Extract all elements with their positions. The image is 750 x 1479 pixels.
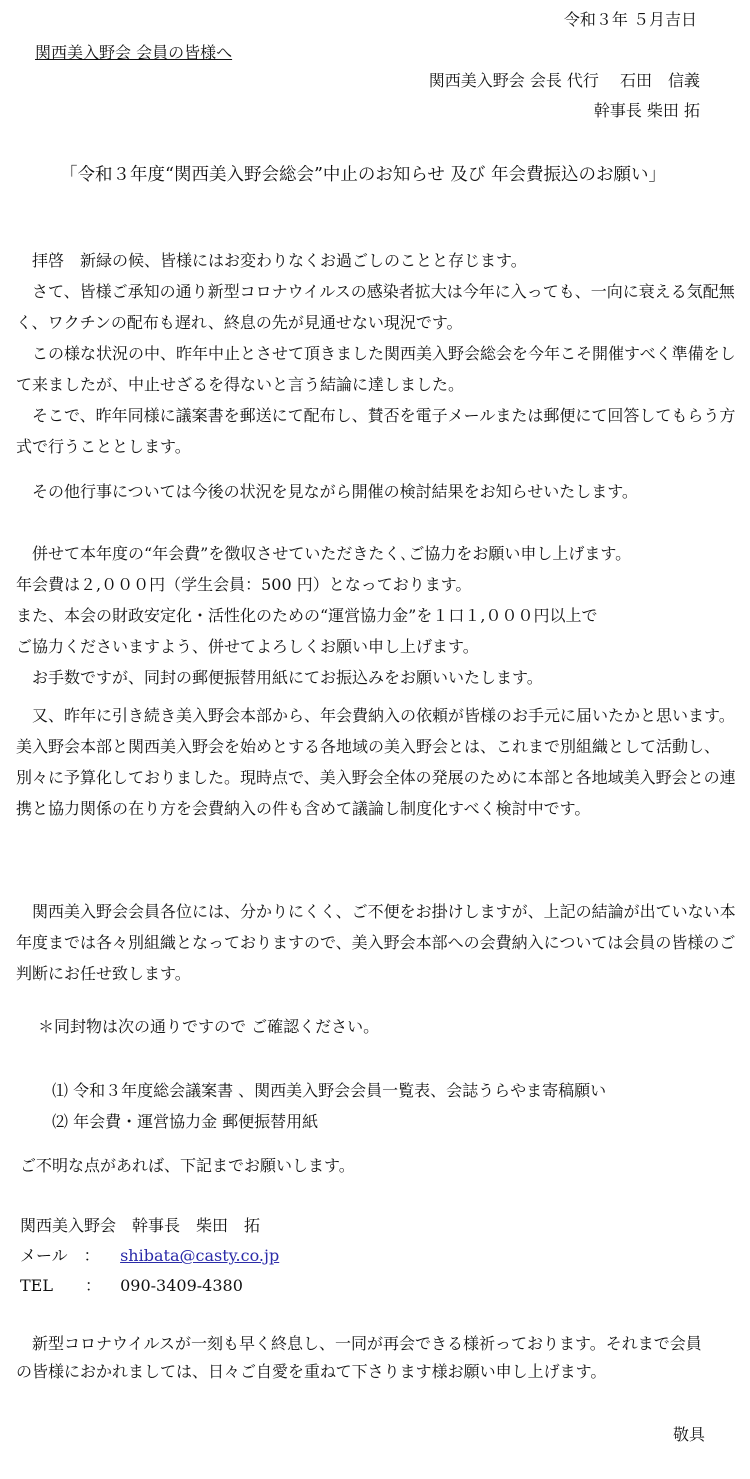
sender-secretary: 幹事長 柴田 拓 <box>593 101 700 120</box>
contact-name: 関西美入野会 幹事長 柴田 拓 <box>20 1216 261 1235</box>
list-item: ⑴ 令和３年度総会議案書 、関西美入野会会員一覧表、会誌うらやま寄稿願い <box>52 1081 607 1100</box>
paragraph-greeting: 拝啓 新緑の候、皆様にはお変わりなくお過ごしのことと存じます。 <box>16 251 527 270</box>
paragraph-fee-amount: 年会費は２,０００円（学生会員：500 円）となっております。 <box>16 575 472 594</box>
mail-label: メール ： <box>20 1246 100 1265</box>
sender-president: 関西美入野会 会長 代行 石田 信義 <box>428 71 700 90</box>
closing-paragraph: 新型コロナウイルスが一刻も早く終息し、一同が再会できる様祈っております。それまで会員の皆様におかれましては、日々ご自愛を重ねて下さります様お願い申し上げます。 <box>16 1334 702 1381</box>
tel-number: 090-3409-4380 <box>120 1276 243 1295</box>
paragraph-other-events: その他行事については今後の状況を見ながら開催の検討結果をお知らせいたします。 <box>16 482 638 501</box>
enclosure-list <box>52 1075 606 1137</box>
addressee: 関西美入野会 会員の皆様へ <box>35 43 233 62</box>
paragraph-headquarters: 又、昨年に引き続き美入野会本部から、年会費納入の依頼が皆様のお手元に届いたかと思います。美入野会本部と関西美入野会を始めとする各地域の美入野会とは、これまで別組織として活動し、別々に予算化しておりました。現時点で、美入野会全体の発展のために本部と各地域美入野会との連携と協力関係の在り方を会費納入の件も含めて議論し制度化すべく検討中です。 <box>16 706 736 818</box>
paragraph-transfer: お手数ですが、同封の郵便振替用紙にてお振込みをお願いいたします。 <box>16 668 543 687</box>
enclosure-note: ＊同封物は次の通りですので ご確認ください。 <box>38 1017 380 1036</box>
paragraph-fee-request: 併せて本年度の“年会費”を徴収させていただきたく､ご協力をお願い申し上げます。 <box>16 544 632 563</box>
paragraph-meeting-cancel: この様な状況の中、昨年中止とさせて頂きました関西美入野会総会を今年こそ開催すべく準備をして来ましたが、中止せざるを得ないと言う結論に達しました。 <box>16 344 736 394</box>
email-link[interactable]: shibata@casty.co.jp <box>120 1246 280 1265</box>
inquiry-text: ご不明な点があれば、下記までお願いします。 <box>20 1156 355 1175</box>
paragraph-voting-method: そこで、昨年同様に議案書を郵送にて配布し、賛否を電子メールまたは郵便にて回答してもらう方式で行うこととします。 <box>16 406 736 456</box>
list-item: ⑵ 年会費・運営協力金 郵便振替用紙 <box>52 1112 319 1131</box>
letter-title: 「令和３年度“関西美入野会総会”中止のお知らせ 及び 年会費振込のお願い」 <box>60 165 666 185</box>
tel-label: TEL ： <box>20 1276 101 1295</box>
contact-mail-row <box>20 1248 279 1264</box>
body-greeting-block <box>16 245 736 462</box>
paragraph-support-request: ご協力くださいますよう、併せてよろしくお願い申し上げます。 <box>16 637 479 656</box>
paragraph-support-fund: また、本会の財政安定化・活性化のための“運営協力金”を１口１,０００円以上で <box>16 606 598 625</box>
contact-tel-row <box>20 1278 243 1294</box>
signoff: 敬具 <box>672 1425 705 1444</box>
paragraph-covid-situation: さて、皆様ご承知の通り新型コロナウイルスの感染者拡大は今年に入っても、一向に衰える気配無く、ワクチンの配布も遅れ、終息の先が見通せない現況です。 <box>16 282 735 332</box>
letter-date: 令和３年 ５月吉日 <box>563 10 697 29</box>
fee-block <box>16 538 736 693</box>
paragraph-member-notice: 関西美入野会会員各位には、分かりにくく、ご不便をお掛けしますが、上記の結論が出ていない本年度までは各々別組織となっておりますので、美入野会本部への会費納入については会員の皆様のご判断にお任せ致します。 <box>16 902 736 983</box>
